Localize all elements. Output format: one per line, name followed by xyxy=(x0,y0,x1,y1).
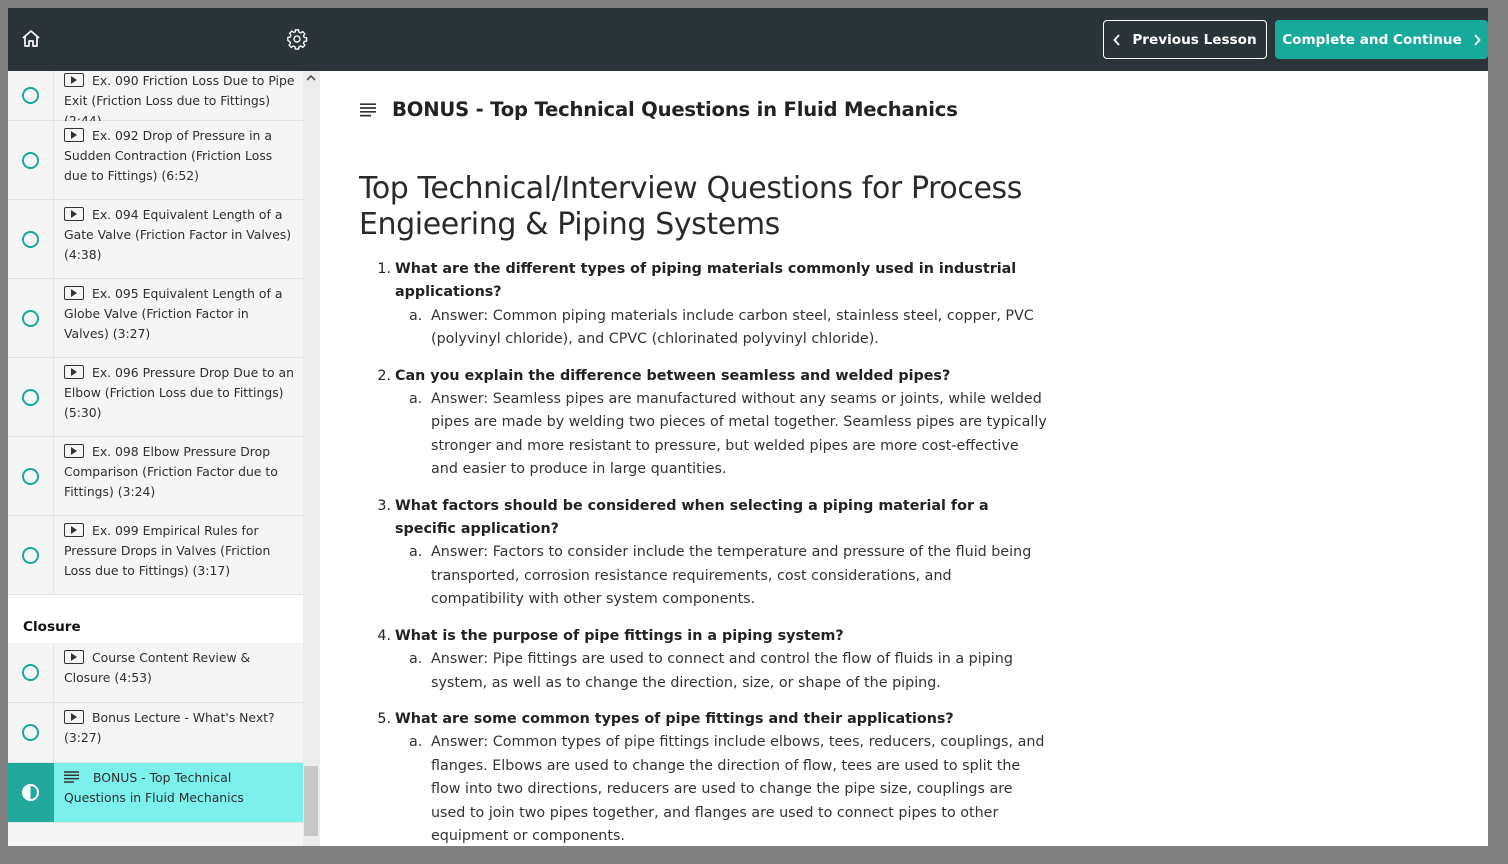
question-item xyxy=(358,258,1048,352)
sidebar-lesson-ex-096[interactable] xyxy=(8,358,303,437)
lesson-label: Ex. 096 Pressure Drop Due to an Elbow (Friction Loss due to Fittings) (5:30) xyxy=(64,365,295,420)
question-number: 1. xyxy=(377,261,391,277)
question-number: 4. xyxy=(377,627,391,644)
incomplete-circle-icon xyxy=(22,389,39,406)
answer-item xyxy=(395,731,1048,846)
lesson-label: Ex. 094 Equivalent Length of a Gate Valve (Friction Factor in Valves) (4:38) xyxy=(64,207,292,262)
incomplete-circle-icon xyxy=(22,468,39,485)
sidebar-header xyxy=(8,8,320,71)
answer-text: Answer: Common piping materials include carbon steel, stainless steel, copper, PVC (polyvinyl chloride), and CPVC (chlorinated polyvinyl chloride). xyxy=(431,307,1034,348)
in-progress-circle-icon xyxy=(22,784,39,801)
sidebar-lesson-ex-092[interactable] xyxy=(8,121,303,200)
answer-marker: a. xyxy=(409,307,423,324)
video-icon xyxy=(64,444,84,458)
lesson-title: BONUS - Top Technical Questions in Fluid Mechanics xyxy=(392,98,958,121)
video-icon xyxy=(64,523,84,537)
question-number: 3. xyxy=(377,497,391,514)
previous-lesson-label: Previous Lesson xyxy=(1132,31,1257,48)
question-item xyxy=(358,625,1048,695)
answer-marker: a. xyxy=(409,391,423,408)
answer-item xyxy=(395,541,1048,611)
question-item xyxy=(358,708,1048,846)
answer-text: Answer: Pipe fittings are used to connect and control the flow of fluids in a piping system, as well as to change the direction, size, or shape of the piping. xyxy=(431,651,1013,691)
sidebar-lesson-bonus-questions[interactable] xyxy=(8,763,303,823)
question-text: What are some common types of pipe fittings and their applications? xyxy=(395,710,954,727)
lesson-content xyxy=(320,71,1488,846)
text-lesson-icon xyxy=(64,771,79,783)
lesson-label: Course Content Review & Closure (4:53) xyxy=(64,650,251,685)
question-number: 5. xyxy=(377,710,391,727)
lesson-label: Ex. 092 Drop of Pressure in a Sudden Contraction (Friction Loss due to Fittings) (6:52) xyxy=(64,128,273,183)
scrollbar-thumb[interactable] xyxy=(304,766,318,836)
question-number: 2. xyxy=(377,367,391,384)
sidebar-lesson-ex-090[interactable] xyxy=(8,71,303,121)
question-item xyxy=(358,495,1048,612)
lesson-label: Ex. 099 Empirical Rules for Pressure Drops in Valves (Friction Loss due to Fittings) (3:17) xyxy=(64,523,271,578)
app-window xyxy=(8,8,1488,846)
chevron-right-icon xyxy=(1473,34,1481,46)
sidebar-scrollbar[interactable] xyxy=(303,71,320,846)
section-title-closure: Closure xyxy=(8,595,303,643)
answer-marker: a. xyxy=(409,544,423,561)
answer-item xyxy=(395,305,1048,352)
text-lesson-icon xyxy=(360,103,376,117)
lesson-list-scroll[interactable] xyxy=(8,71,320,846)
incomplete-circle-icon xyxy=(22,310,39,327)
sidebar-lesson-ex-095[interactable] xyxy=(8,279,303,358)
home-icon[interactable] xyxy=(20,28,42,50)
answer-text: Answer: Factors to consider include the temperature and pressure of the fluid being transported, corrosion resistance requirements, cost considerations, and compatibility with other system components. xyxy=(431,544,1032,608)
question-text: What are the different types of piping materials commonly used in industrial applications? xyxy=(395,261,1017,301)
gear-icon[interactable] xyxy=(286,28,308,50)
complete-and-continue-button[interactable] xyxy=(1275,20,1488,59)
sidebar-lesson-ex-094[interactable] xyxy=(8,200,303,279)
question-text: Can you explain the difference between seamless and welded pipes? xyxy=(395,367,951,384)
answer-marker: a. xyxy=(409,651,423,668)
video-icon xyxy=(64,73,84,87)
question-text: What is the purpose of pipe fittings in a piping system? xyxy=(395,627,844,644)
lesson-list xyxy=(8,71,303,823)
video-icon xyxy=(64,650,84,664)
answer-text: Answer: Seamless pipes are manufactured without any seams or joints, while welded pipes are made by welding two pieces of metal together. Seamless pipes are typically stronger and more resistant to pressure, but welded pipes are more cost-effective and easier to produce in large quantities. xyxy=(431,391,1047,478)
answer-marker: a. xyxy=(409,734,423,751)
incomplete-circle-icon xyxy=(22,87,39,104)
video-icon xyxy=(64,365,84,379)
answer-item xyxy=(395,648,1048,695)
page-title: Top Technical/Interview Questions for Process Engieering & Piping Systems xyxy=(359,171,1022,242)
incomplete-circle-icon xyxy=(22,547,39,564)
sidebar-lesson-ex-099[interactable] xyxy=(8,516,303,595)
chevron-left-icon xyxy=(1113,34,1121,46)
sidebar-lesson-course-review[interactable] xyxy=(8,643,303,703)
incomplete-circle-icon xyxy=(22,231,39,248)
incomplete-circle-icon xyxy=(22,664,39,681)
lesson-label: Ex. 098 Elbow Pressure Drop Comparison (Friction Factor due to Fittings) (3:24) xyxy=(64,444,278,499)
lesson-heading xyxy=(360,98,958,121)
lesson-topbar xyxy=(320,8,1488,71)
video-icon xyxy=(64,710,84,724)
lesson-label: Ex. 090 Friction Loss Due to Pipe Exit (Friction Loss due to Fittings) xyxy=(64,73,295,108)
answer-text: Answer: Common types of pipe fittings include elbows, tees, reducers, couplings, and flanges. Elbows are used to change the direction of flow, tees are used to split the flow into two directions, reducers are used to change the pipe size, couplings are used to join two pipes together, and flanges are used to connect pipes to other equipment or components. xyxy=(431,734,1045,844)
question-item xyxy=(358,365,1048,482)
video-icon xyxy=(64,128,84,142)
question-list xyxy=(358,258,1048,846)
question-text: What factors should be considered when selecting a piping material for a specific application? xyxy=(395,497,989,538)
answer-item xyxy=(395,388,1048,482)
previous-lesson-button[interactable] xyxy=(1103,20,1267,59)
lesson-label: BONUS - Top Technical Questions in Fluid Mechanics xyxy=(64,770,244,805)
complete-continue-label: Complete and Continue xyxy=(1282,31,1462,48)
video-icon xyxy=(64,286,84,300)
incomplete-circle-icon xyxy=(22,724,39,741)
sidebar-lesson-bonus-lecture[interactable] xyxy=(8,703,303,763)
scroll-up-arrow-icon[interactable] xyxy=(306,73,316,83)
lesson-label: Ex. 095 Equivalent Length of a Globe Valve (Friction Factor in Valves) (3:27) xyxy=(64,286,283,341)
sidebar-lesson-ex-098[interactable] xyxy=(8,437,303,516)
incomplete-circle-icon xyxy=(22,152,39,169)
lesson-label: Bonus Lecture - What's Next? (3:27) xyxy=(64,710,275,745)
video-icon xyxy=(64,207,84,221)
course-sidebar xyxy=(8,8,320,846)
